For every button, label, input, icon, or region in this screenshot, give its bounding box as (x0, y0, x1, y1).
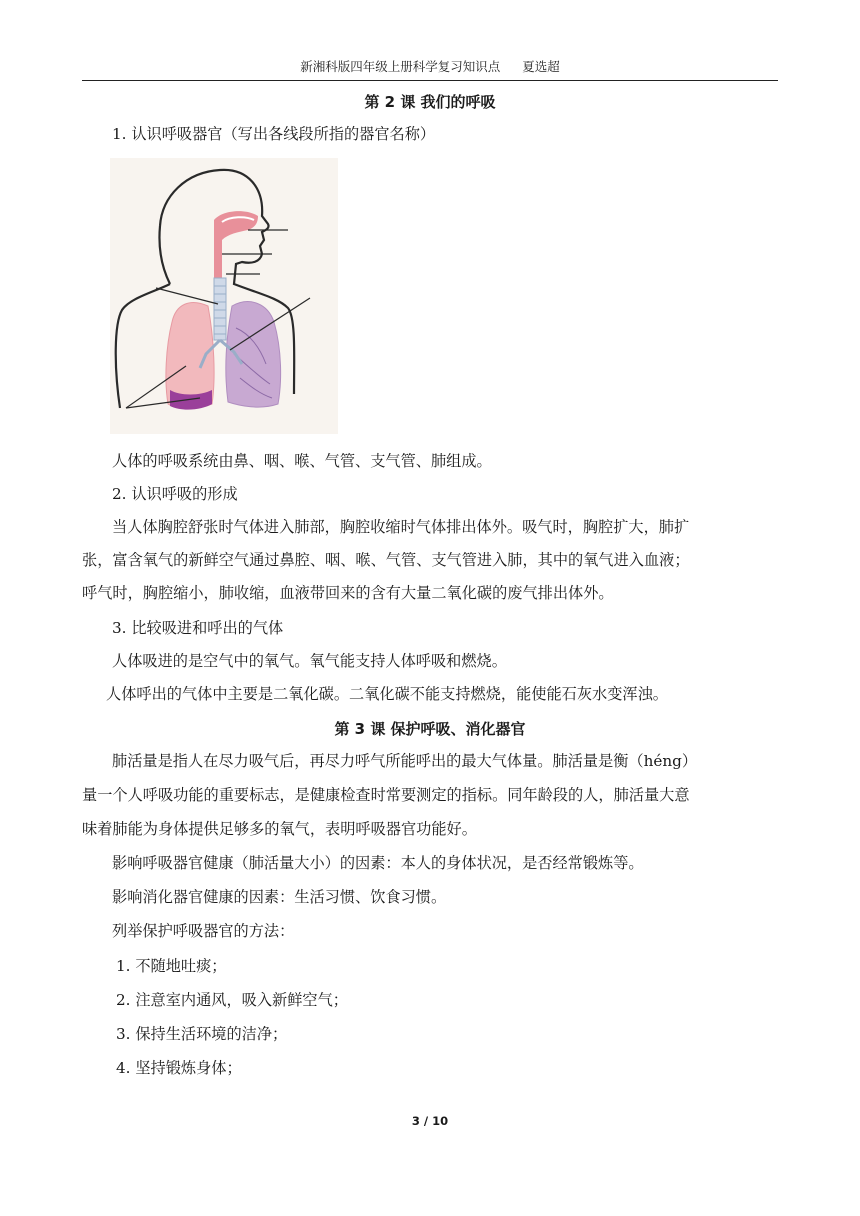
list-item: 2. 注意室内通风，吸入新鲜空气； (116, 991, 348, 1009)
lung-capacity-line-1: 肺活量是指人在尽力吸气后，再尽力呼气所能呼出的最大气体量。肺活量是衡（héng） (112, 752, 698, 770)
breathing-paragraph-line-3: 呼气时，胸腔缩小，肺收缩，血液带回来的含有大量二氧化碳的废气排出体外。 (82, 584, 614, 602)
lesson-2-title: 第 2 课 我们的呼吸 (364, 93, 496, 111)
digestive-health-factors: 影响消化器官健康的因素：生活习惯、饮食习惯。 (112, 888, 447, 906)
item-3-heading: 3. 比较吸进和呼出的气体 (112, 619, 284, 637)
header-author: 夏选超 (522, 59, 560, 74)
respiratory-system-diagram (110, 158, 338, 434)
inhaled-gas-text: 人体吸进的是空气中的氧气。氧气能支持人体呼吸和燃烧。 (112, 652, 507, 670)
breathing-paragraph-line-1: 当人体胸腔舒张时气体进入肺部，胸腔收缩时气体排出体外。吸气时，胸腔扩大，肺扩 (112, 518, 690, 536)
protection-methods-heading: 列举保护呼吸器官的方法： (112, 922, 295, 940)
lung-capacity-line-2: 量一个人呼吸功能的重要标志，是健康检查时常要测定的指标。同年龄段的人，肺活量大意 (82, 786, 690, 804)
list-item: 3. 保持生活环境的洁净； (116, 1025, 288, 1043)
page-number: 3 / 10 (411, 1114, 449, 1128)
lesson-3-title: 第 3 课 保护呼吸、消化器官 (334, 720, 526, 738)
lung-capacity-line-3: 味着肺能为身体提供足够多的氧气，表明呼吸器官功能好。 (82, 820, 477, 838)
item-1-heading: 1. 认识呼吸器官（写出各线段所指的器官名称） (112, 125, 436, 143)
header-title: 新湘科版四年级上册科学复习知识点 (300, 59, 501, 74)
page-header (82, 54, 778, 81)
respiratory-health-factors: 影响呼吸器官健康（肺活量大小）的因素：本人的身体状况，是否经常锻炼等。 (112, 854, 644, 872)
exhaled-gas-text: 人体呼出的气体中主要是二氧化碳。二氧化碳不能支持燃烧，能使能石灰水变浑浊。 (106, 685, 668, 703)
respiratory-system-composition: 人体的呼吸系统由鼻、咽、喉、气管、支气管、肺组成。 (112, 452, 492, 470)
list-item: 1. 不随地吐痰； (116, 957, 227, 975)
item-2-heading: 2. 认识呼吸的形成 (112, 485, 238, 503)
breathing-paragraph-line-2: 张，富含氧气的新鲜空气通过鼻腔、咽、喉、气管、支气管进入肺，其中的氧气进入血液； (82, 551, 690, 569)
list-item: 4. 坚持锻炼身体； (116, 1059, 242, 1077)
